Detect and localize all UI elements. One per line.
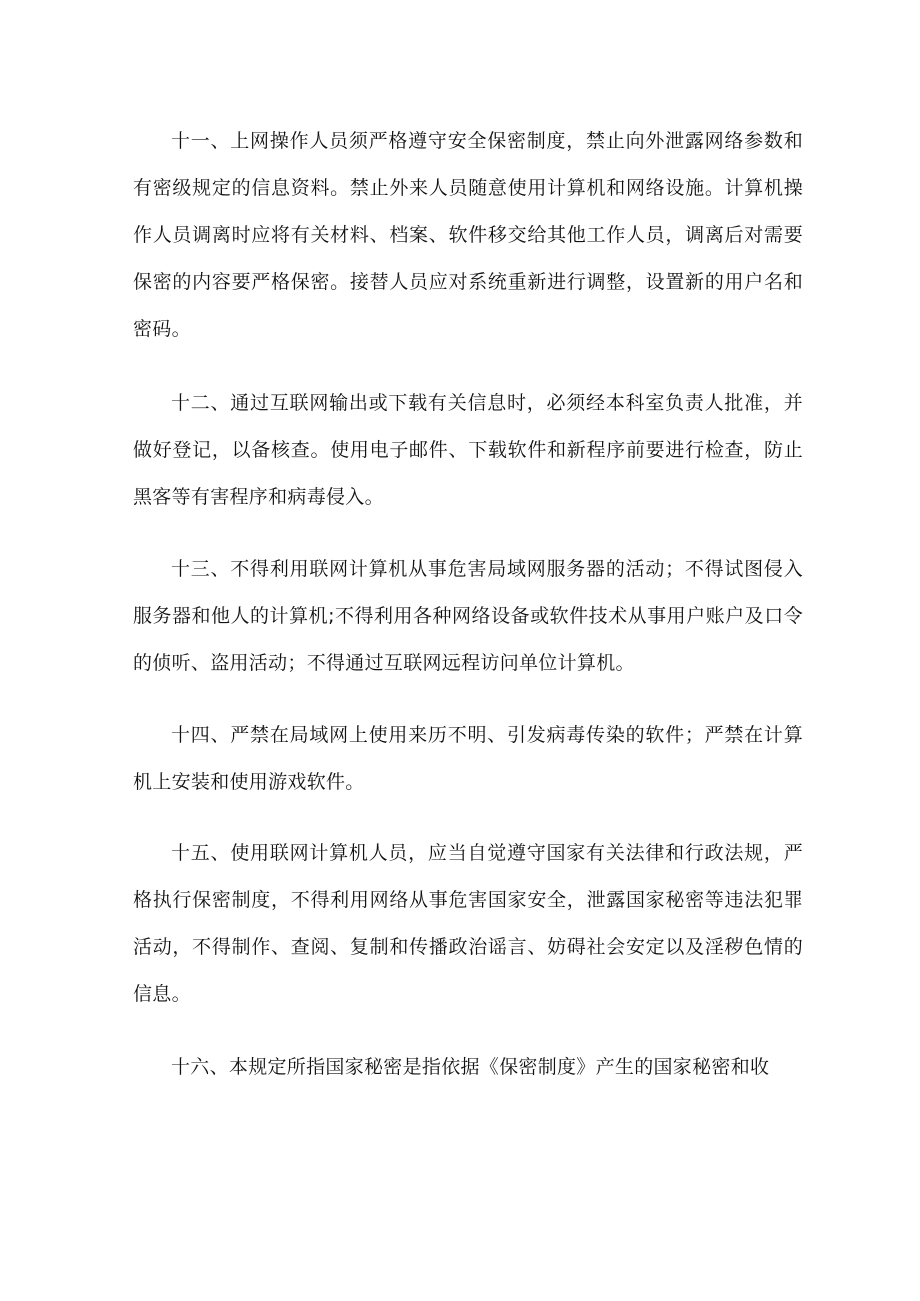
- paragraph-11: 十一、上网操作人员须严格遵守安全保密制度，禁止向外泄露网络参数和有密级规定的信息资料。禁止外来人员随意使用计算机和网络设施。计算机操作人员调离时应将有关材料、档案、软件移交给其他工作人员，调离后对需要保密的内容要严格保密。接替人员应对系统重新进行调整，设置新的用户名和密码。: [133, 130, 803, 340]
- paragraph-12: 十二、通过互联网输出或下载有关信息时，必须经本科室负责人批准，并做好登记，以备核查。使用电子邮件、下载软件和新程序前要进行检查，防止黑客等有害程序和病毒侵入。: [133, 392, 803, 508]
- paragraph-14: 十四、严禁在局域网上使用来历不明、引发病毒传染的软件；严禁在计算机上安装和使用游戏软件。: [133, 724, 803, 793]
- paragraph-16: 十六、本规定所指国家秘密是指依据《保密制度》产生的国家秘密和收: [171, 1056, 770, 1078]
- paragraph-15: 十五、使用联网计算机人员，应当自觉遵守国家有关法律和行政法规，严格执行保密制度，不得利用网络从事危害国家安全，泄露国家秘密等违法犯罪活动，不得制作、查阅、复制和传播政治谣言、妨碍社会安定以及淫秽色情的信息。: [133, 842, 803, 1005]
- paragraph-13: 十三、不得利用联网计算机从事危害局域网服务器的活动；不得试图侵入服务器和他人的计算机;不得利用各种网络设备或软件技术从事用户账户及口令的侦听、盗用活动；不得通过互联网远程访问单位计算机。: [133, 558, 803, 674]
